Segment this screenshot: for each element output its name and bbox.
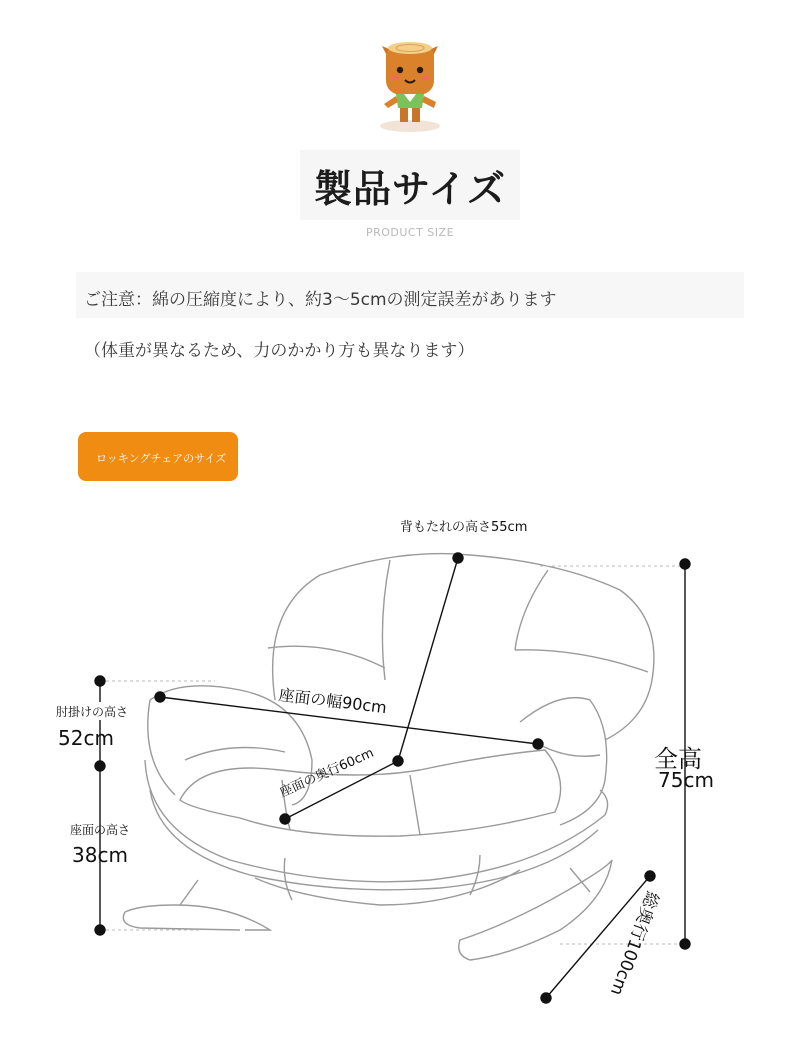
total-height-point <box>680 939 690 949</box>
seat-height-value: 38cm <box>72 843 128 867</box>
seat-width-point <box>155 692 165 702</box>
seat-height-label: 座面の高さ <box>70 823 131 837</box>
back-height-point <box>453 553 463 563</box>
seat-depth-label: 座面の奥行60cm <box>277 745 377 801</box>
total-height-point <box>680 559 690 569</box>
armrest-height-value: 52cm <box>58 726 114 750</box>
total-height-value: 75cm <box>658 768 714 792</box>
total-depth-point <box>645 871 655 881</box>
total-height-label: 全高 <box>654 745 702 773</box>
back-height-label: 背もたれの高さ55cm <box>400 520 528 535</box>
mascot-illustration <box>372 38 448 134</box>
total-depth-label: 総奥行100cm <box>605 888 663 998</box>
seat-depth-point <box>280 814 290 824</box>
page-title: 製品サイズ <box>300 150 520 220</box>
seat-height-point <box>95 925 105 935</box>
chair-dimension-diagram <box>0 500 790 1038</box>
armrest-height-point <box>95 676 105 686</box>
notice-line-1: ご注意：綿の圧縮度により、約3〜5cmの測定誤差があります <box>84 290 557 310</box>
rocking-chair-sketch <box>123 554 654 960</box>
seat-width-point <box>533 739 543 749</box>
size-tab-label: ロッキングチェアのサイズ <box>96 452 227 465</box>
page-subtitle: PRODUCT SIZE <box>365 226 455 239</box>
seat-width-label: 座面の幅90cm <box>277 685 388 718</box>
size-tab[interactable] <box>78 432 238 481</box>
armrest-height-label: 肘掛けの高さ <box>56 705 129 719</box>
notice-line-2: （体重が異なるため、力のかかり方も異なります） <box>84 341 475 361</box>
notice-box <box>76 272 744 318</box>
total-depth-point <box>541 993 551 1003</box>
